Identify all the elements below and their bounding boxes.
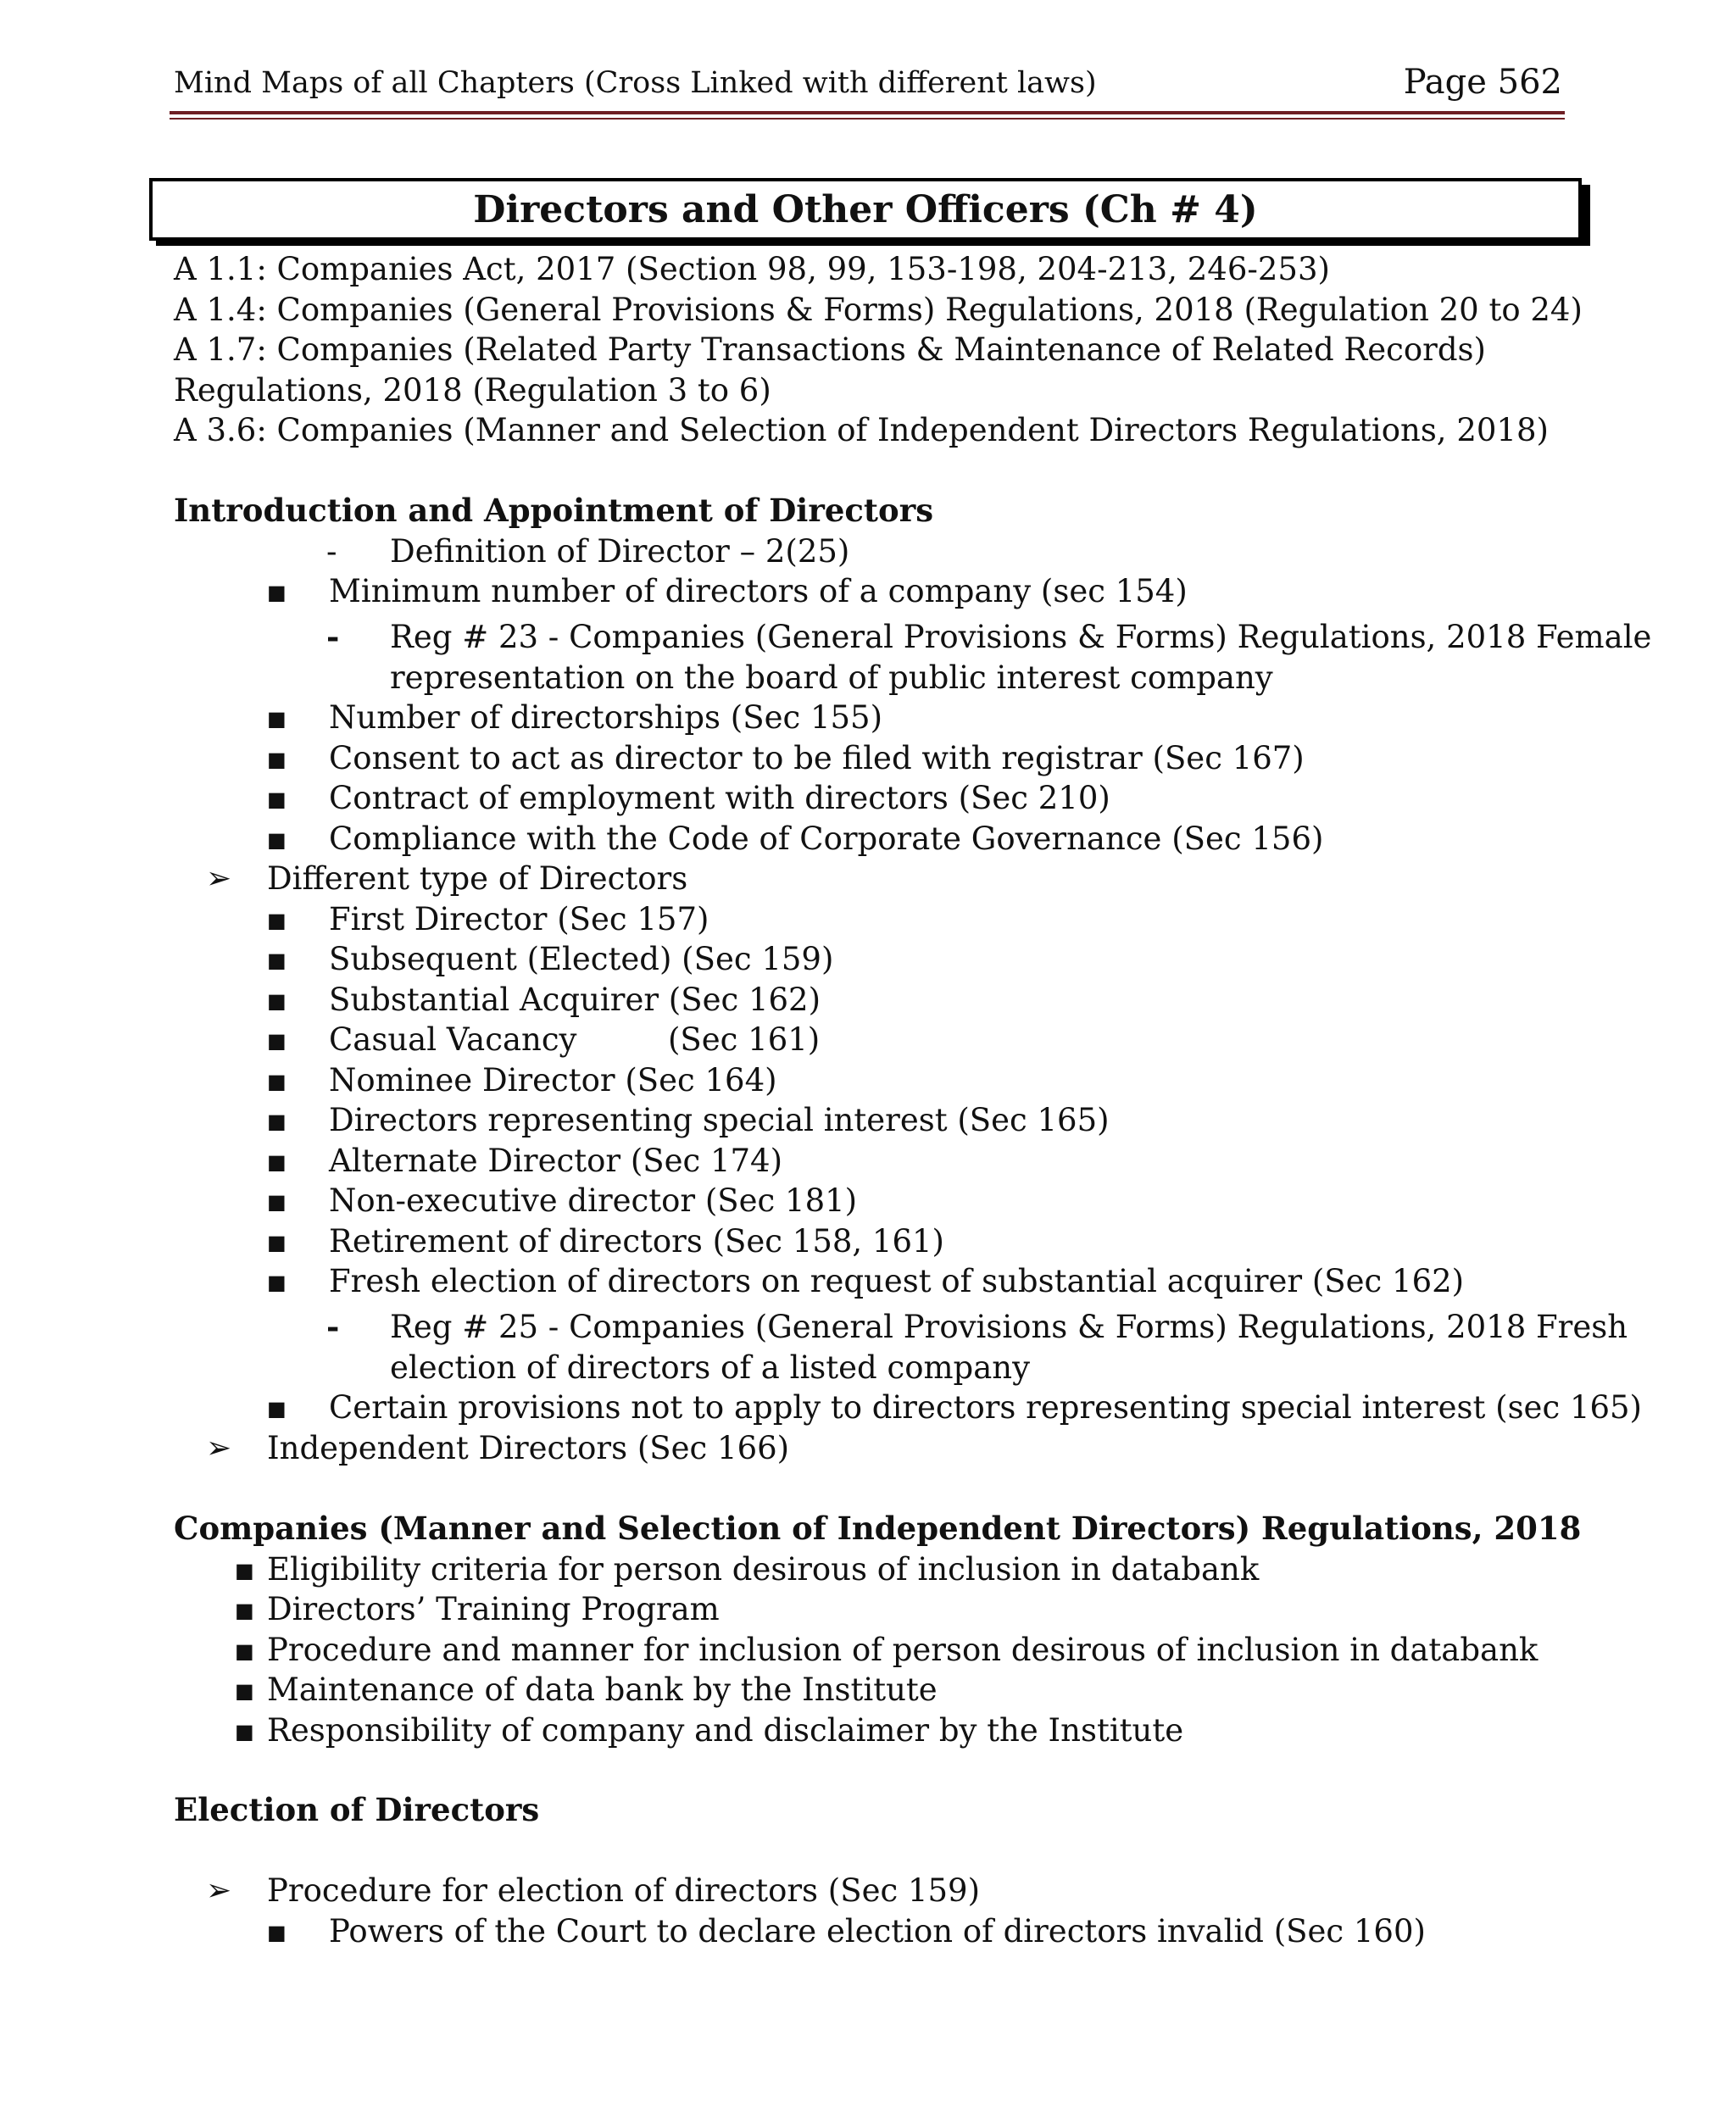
- list-item-text: Non-executive director (Sec 181): [329, 1182, 858, 1219]
- list-item: [174, 1670, 1581, 1710]
- list-item-text: Nominee Director (Sec 164): [329, 1061, 777, 1098]
- square-bullet-icon: ■: [267, 948, 287, 972]
- list-item: [174, 1428, 1562, 1469]
- square-bullet-icon: ■: [267, 1271, 287, 1294]
- page-header: [174, 61, 1562, 112]
- list-item-text: Maintenance of data bank by the Institute: [267, 1671, 938, 1708]
- list-item-text: Eligibility criteria for person desirous of inclusion in databank: [267, 1550, 1260, 1588]
- chapter-title: Directors and Other Officers (Ch # 4): [473, 187, 1258, 231]
- list-item: [174, 1388, 1642, 1428]
- list-item: [174, 1630, 1581, 1671]
- list-item-text: Powers of the Court to declare election of directors invalid (Sec 160): [329, 1912, 1426, 1949]
- section-election-of-directors: [174, 1790, 1426, 1951]
- reference-line: A 1.7: Companies (Related Party Transactions & Maintenance of Related Records): [174, 331, 1486, 368]
- list-item-text: Number of directorships (Sec 155): [329, 699, 883, 736]
- square-bullet-icon: ■: [267, 1230, 287, 1254]
- list-item: [174, 939, 1562, 980]
- list-item: [174, 1710, 1581, 1751]
- list-item: [174, 1549, 1581, 1590]
- square-bullet-icon: ■: [267, 747, 287, 771]
- list-item-text: election of directors of a listed company: [390, 1349, 1031, 1386]
- list-item-text: Directors’ Training Program: [267, 1591, 720, 1627]
- list-item: [174, 819, 1562, 859]
- references-list: [174, 249, 1583, 451]
- square-bullet-icon: ■: [235, 1599, 254, 1622]
- section-heading: Election of Directors: [174, 1791, 540, 1828]
- list-item-text: Procedure for election of directors (Sec 159): [267, 1872, 981, 1909]
- square-bullet-icon: ■: [267, 1920, 287, 1944]
- list-item-text: Certain provisions not to apply to directors representing special interest (sec 165): [329, 1389, 1642, 1426]
- dash-bullet: -: [326, 617, 340, 655]
- reference-line: A 1.4: Companies (General Provisions & Forms) Regulations, 2018 (Regulation 20 to 24): [174, 291, 1583, 328]
- list-item: [174, 899, 1562, 940]
- square-bullet-icon: ■: [267, 1149, 287, 1174]
- list-item: [174, 1060, 1562, 1101]
- list-item: [174, 612, 1652, 658]
- arrow-bullet-icon: ➢: [206, 1430, 232, 1466]
- list-item: [174, 1911, 1426, 1952]
- section-heading: Companies (Manner and Selection of Independent Directors) Regulations, 2018: [174, 1510, 1582, 1547]
- square-bullet-icon: ■: [267, 1190, 287, 1214]
- list-item-text: Responsibility of company and disclaimer by the Institute: [267, 1711, 1184, 1749]
- section-independent-directors-regulations: [174, 1509, 1581, 1750]
- square-bullet-icon: ■: [235, 1558, 254, 1582]
- list-item-text: Consent to act as director to be filed with registrar (Sec 167): [329, 739, 1305, 776]
- list-item: [174, 1261, 1562, 1302]
- square-bullet-icon: ■: [267, 827, 287, 852]
- list-item-text: Substantial Acquirer (Sec 162): [329, 981, 821, 1018]
- list-item-text: Independent Directors (Sec 166): [267, 1429, 790, 1466]
- square-bullet-icon: ■: [267, 1110, 287, 1133]
- list-item: [174, 1589, 1581, 1630]
- list-item-text: Alternate Director (Sec 174): [329, 1142, 783, 1179]
- chapter-title-box: [149, 178, 1582, 241]
- dash-bullet: -: [326, 532, 337, 570]
- list-item-text: First Director (Sec 157): [329, 900, 709, 937]
- header-rule-thin: [170, 118, 1565, 120]
- header-title: Mind Maps of all Chapters (Cross Linked with different laws): [174, 66, 1097, 100]
- list-item: [174, 738, 1562, 779]
- list-item-text: Procedure and manner for inclusion of person desirous of inclusion in databank: [267, 1631, 1538, 1668]
- square-bullet-icon: ■: [235, 1638, 254, 1663]
- list-item: [174, 1221, 1562, 1262]
- square-bullet-icon: ■: [267, 1029, 287, 1053]
- list-item-text: Contract of employment with directors (Sec 210): [329, 780, 1110, 816]
- list-item-text: Minimum number of directors of a company (sec 154): [329, 573, 1188, 609]
- square-bullet-icon: ■: [267, 908, 287, 932]
- list-item-text: Casual Vacancy: [329, 1021, 577, 1058]
- reference-line: Regulations, 2018 (Regulation 3 to 6): [174, 371, 771, 409]
- list-item-text: Definition of Director – 2(25): [390, 532, 850, 570]
- list-item: [174, 778, 1562, 819]
- square-bullet-icon: ■: [235, 1679, 254, 1703]
- list-item-text: Reg # 23 - Companies (General Provisions & Forms) Regulations, 2018 Female: [390, 618, 1652, 655]
- list-item: [174, 1141, 1562, 1182]
- section-heading: Introduction and Appointment of Directors: [174, 492, 934, 529]
- list-item: [174, 698, 1562, 738]
- list-item-section-ref: (Sec 161): [668, 1021, 821, 1058]
- list-item-continuation: [174, 1348, 1562, 1388]
- list-item: [174, 531, 1562, 572]
- square-bullet-icon: ■: [235, 1719, 254, 1744]
- list-item-text: representation on the board of public interest company: [390, 659, 1273, 696]
- list-item-text: Fresh election of directors on request of substantial acquirer (Sec 162): [329, 1263, 1465, 1299]
- square-bullet-icon: ■: [267, 707, 287, 731]
- square-bullet-icon: ■: [267, 1397, 287, 1421]
- list-item: [174, 571, 1562, 612]
- list-item-text: Directors representing special interest (Sec 165): [329, 1102, 1110, 1138]
- list-item-text: Compliance with the Code of Corporate Governance (Sec 156): [329, 820, 1324, 857]
- list-item: [174, 980, 1562, 1021]
- dash-bullet: -: [326, 1307, 340, 1345]
- list-item: [174, 1181, 1562, 1221]
- list-item-continuation: [174, 658, 1562, 698]
- list-item: [174, 1871, 981, 1911]
- arrow-bullet-icon: ➢: [206, 1873, 232, 1908]
- square-bullet-icon: ■: [267, 1069, 287, 1093]
- list-item-text: Different type of Directors: [267, 860, 688, 897]
- reference-line: A 1.1: Companies Act, 2017 (Section 98, 99, 153-198, 204-213, 246-253): [174, 251, 1330, 287]
- page-number: Page 562: [1403, 63, 1562, 102]
- square-bullet-icon: ■: [267, 787, 287, 811]
- list-item-text: Retirement of directors (Sec 158, 161): [329, 1222, 944, 1260]
- header-rule: [170, 111, 1565, 114]
- list-item: [174, 859, 1562, 899]
- list-item: [174, 1020, 1562, 1060]
- arrow-bullet-icon: ➢: [206, 861, 232, 896]
- list-item: [174, 1302, 1628, 1348]
- list-item: [174, 1100, 1562, 1141]
- list-item-text: Reg # 25 - Companies (General Provisions & Forms) Regulations, 2018 Fresh: [390, 1308, 1628, 1345]
- reference-line: A 3.6: Companies (Manner and Selection of Independent Directors Regulations, 2018): [174, 412, 1549, 448]
- square-bullet-icon: ■: [267, 581, 287, 604]
- list-item-text: Subsequent (Elected) (Sec 159): [329, 941, 834, 977]
- section-introduction: [174, 491, 1652, 1468]
- square-bullet-icon: ■: [267, 988, 287, 1013]
